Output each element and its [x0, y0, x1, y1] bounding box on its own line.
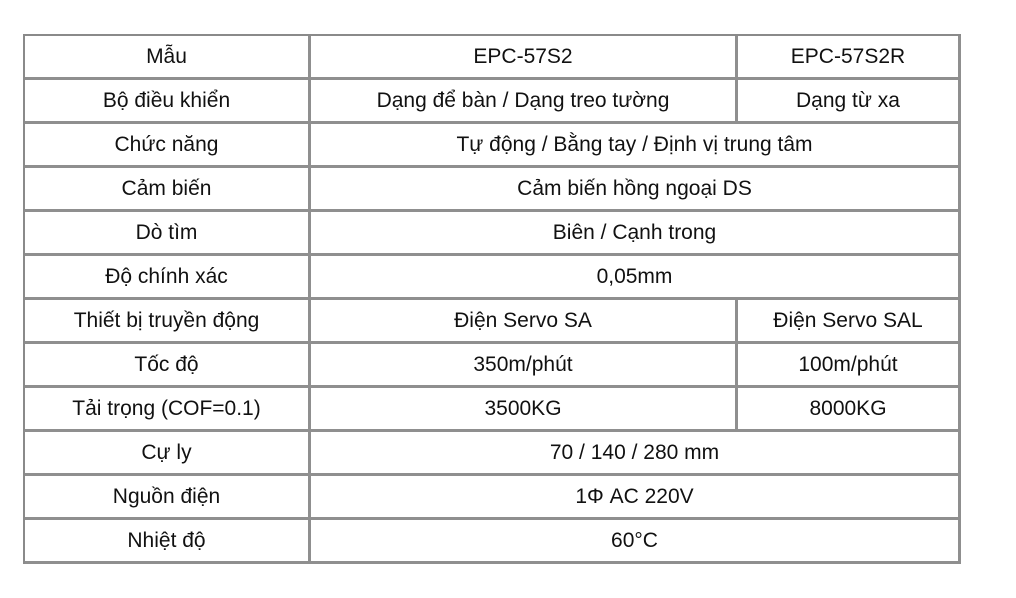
table-row: [25, 36, 961, 80]
row-label: Dò tìm: [25, 212, 311, 256]
table-row: [25, 432, 961, 476]
row-label: Cảm biến: [25, 168, 311, 212]
row-label: Tải trọng (COF=0.1): [25, 388, 311, 432]
table-row: [25, 256, 961, 300]
model-b-value: EPC-57S2R: [738, 36, 961, 80]
model-a-value: 3500KG: [311, 388, 738, 432]
model-a-value: EPC-57S2: [311, 36, 738, 80]
shared-value: Tự động / Bằng tay / Định vị trung tâm: [311, 124, 961, 168]
row-label: Chức năng: [25, 124, 311, 168]
spec-table: [23, 34, 961, 564]
row-label: Tốc độ: [25, 344, 311, 388]
table-row: [25, 80, 961, 124]
table-row: [25, 300, 961, 344]
row-label: Độ chính xác: [25, 256, 311, 300]
row-label: Nhiệt độ: [25, 520, 311, 564]
table-row: [25, 168, 961, 212]
table-row: [25, 520, 961, 564]
shared-value: 60°C: [311, 520, 961, 564]
table-row: [25, 212, 961, 256]
shared-value: Cảm biến hồng ngoại DS: [311, 168, 961, 212]
table-row: [25, 476, 961, 520]
model-a-value: Dạng để bàn / Dạng treo tường: [311, 80, 738, 124]
model-a-value: 350m/phút: [311, 344, 738, 388]
shared-value: 1Φ AC 220V: [311, 476, 961, 520]
row-label: Thiết bị truyền động: [25, 300, 311, 344]
table-row: [25, 388, 961, 432]
model-b-value: Dạng từ xa: [738, 80, 961, 124]
model-b-value: 100m/phút: [738, 344, 961, 388]
row-label: Cự ly: [25, 432, 311, 476]
row-label: Nguồn điện: [25, 476, 311, 520]
shared-value: 70 / 140 / 280 mm: [311, 432, 961, 476]
model-a-value: Điện Servo SA: [311, 300, 738, 344]
table-row: [25, 344, 961, 388]
shared-value: 0,05mm: [311, 256, 961, 300]
model-b-value: 8000KG: [738, 388, 961, 432]
shared-value: Biên / Cạnh trong: [311, 212, 961, 256]
table-row: [25, 124, 961, 168]
row-label: Mẫu: [25, 36, 311, 80]
model-b-value: Điện Servo SAL: [738, 300, 961, 344]
row-label: Bộ điều khiển: [25, 80, 311, 124]
